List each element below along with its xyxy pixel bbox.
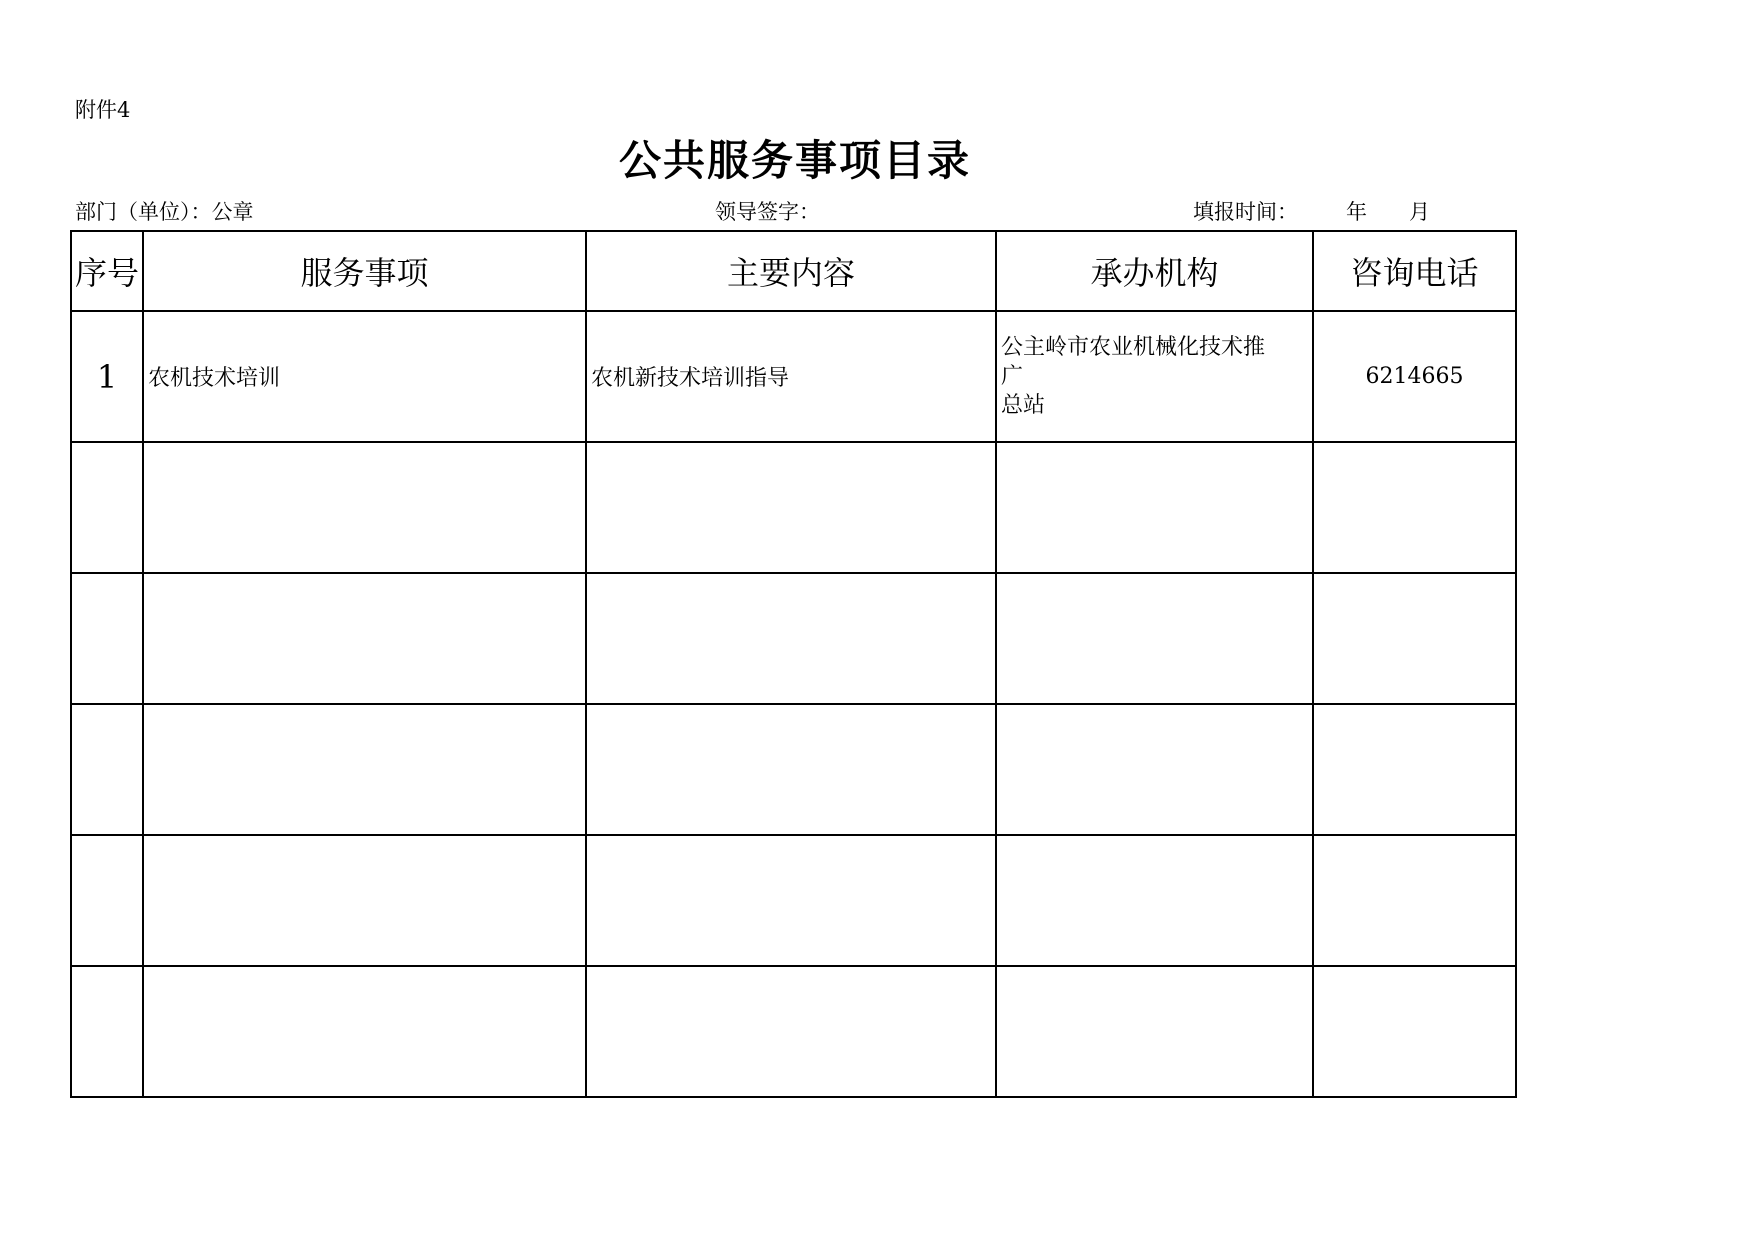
- cell-organization: [996, 311, 1313, 442]
- cell-main-content: [586, 835, 996, 966]
- organization-line: 公主岭市农业机械化技术推: [1001, 335, 1266, 360]
- leader-signature-field: 领导签字：: [715, 200, 820, 224]
- cell-seq: [71, 573, 143, 704]
- header-organization: 承办机构: [996, 231, 1313, 311]
- cell-phone: 6214665: [1313, 311, 1516, 442]
- cell-seq: [71, 704, 143, 835]
- service-catalog-table: [70, 230, 1517, 1098]
- cell-organization: [996, 704, 1313, 835]
- cell-main-content: [586, 704, 996, 835]
- cell-main-content: 农机新技术培训指导: [586, 311, 996, 442]
- header-seq: 序号: [71, 231, 143, 311]
- cell-main-content: [586, 442, 996, 573]
- table-row: [71, 835, 1516, 966]
- cell-service-item: [143, 704, 586, 835]
- cell-service-item: [143, 835, 586, 966]
- organization-line: 广: [1001, 364, 1024, 389]
- cell-main-content: [586, 966, 996, 1097]
- year-label: 年: [1346, 200, 1367, 224]
- cell-organization: [996, 442, 1313, 573]
- cell-seq: [71, 442, 143, 573]
- month-label: 月: [1409, 200, 1430, 224]
- cell-service-item: [143, 442, 586, 573]
- fill-time-label: 填报时间：: [1193, 200, 1298, 224]
- department-field: 部门（单位）：公章: [75, 200, 254, 224]
- cell-service-item: [143, 573, 586, 704]
- cell-phone: [1313, 442, 1516, 573]
- cell-main-content: [586, 573, 996, 704]
- cell-organization: [996, 966, 1313, 1097]
- cell-phone: [1313, 573, 1516, 704]
- fill-time-field: [1193, 196, 1430, 226]
- header-phone: 咨询电话: [1313, 231, 1516, 311]
- cell-phone: [1313, 835, 1516, 966]
- table-row: [71, 442, 1516, 573]
- table-row: [71, 704, 1516, 835]
- header-main-content: 主要内容: [586, 231, 996, 311]
- header-service-item: 服务事项: [143, 231, 586, 311]
- table-row: [71, 311, 1516, 442]
- cell-phone: [1313, 704, 1516, 835]
- cell-organization: [996, 573, 1313, 704]
- page-title: 公共服务事项目录: [618, 136, 971, 185]
- table-row: [71, 966, 1516, 1097]
- cell-service-item: 农机技术培训: [143, 311, 586, 442]
- table-row: [71, 573, 1516, 704]
- cell-organization: [996, 835, 1313, 966]
- organization-line: 总站: [1001, 393, 1046, 418]
- attachment-label: 附件4: [75, 98, 131, 122]
- cell-phone: [1313, 966, 1516, 1097]
- cell-seq: [71, 835, 143, 966]
- cell-service-item: [143, 966, 586, 1097]
- table-header-row: [71, 231, 1516, 311]
- cell-seq: [71, 966, 143, 1097]
- cell-seq: 1: [71, 311, 143, 442]
